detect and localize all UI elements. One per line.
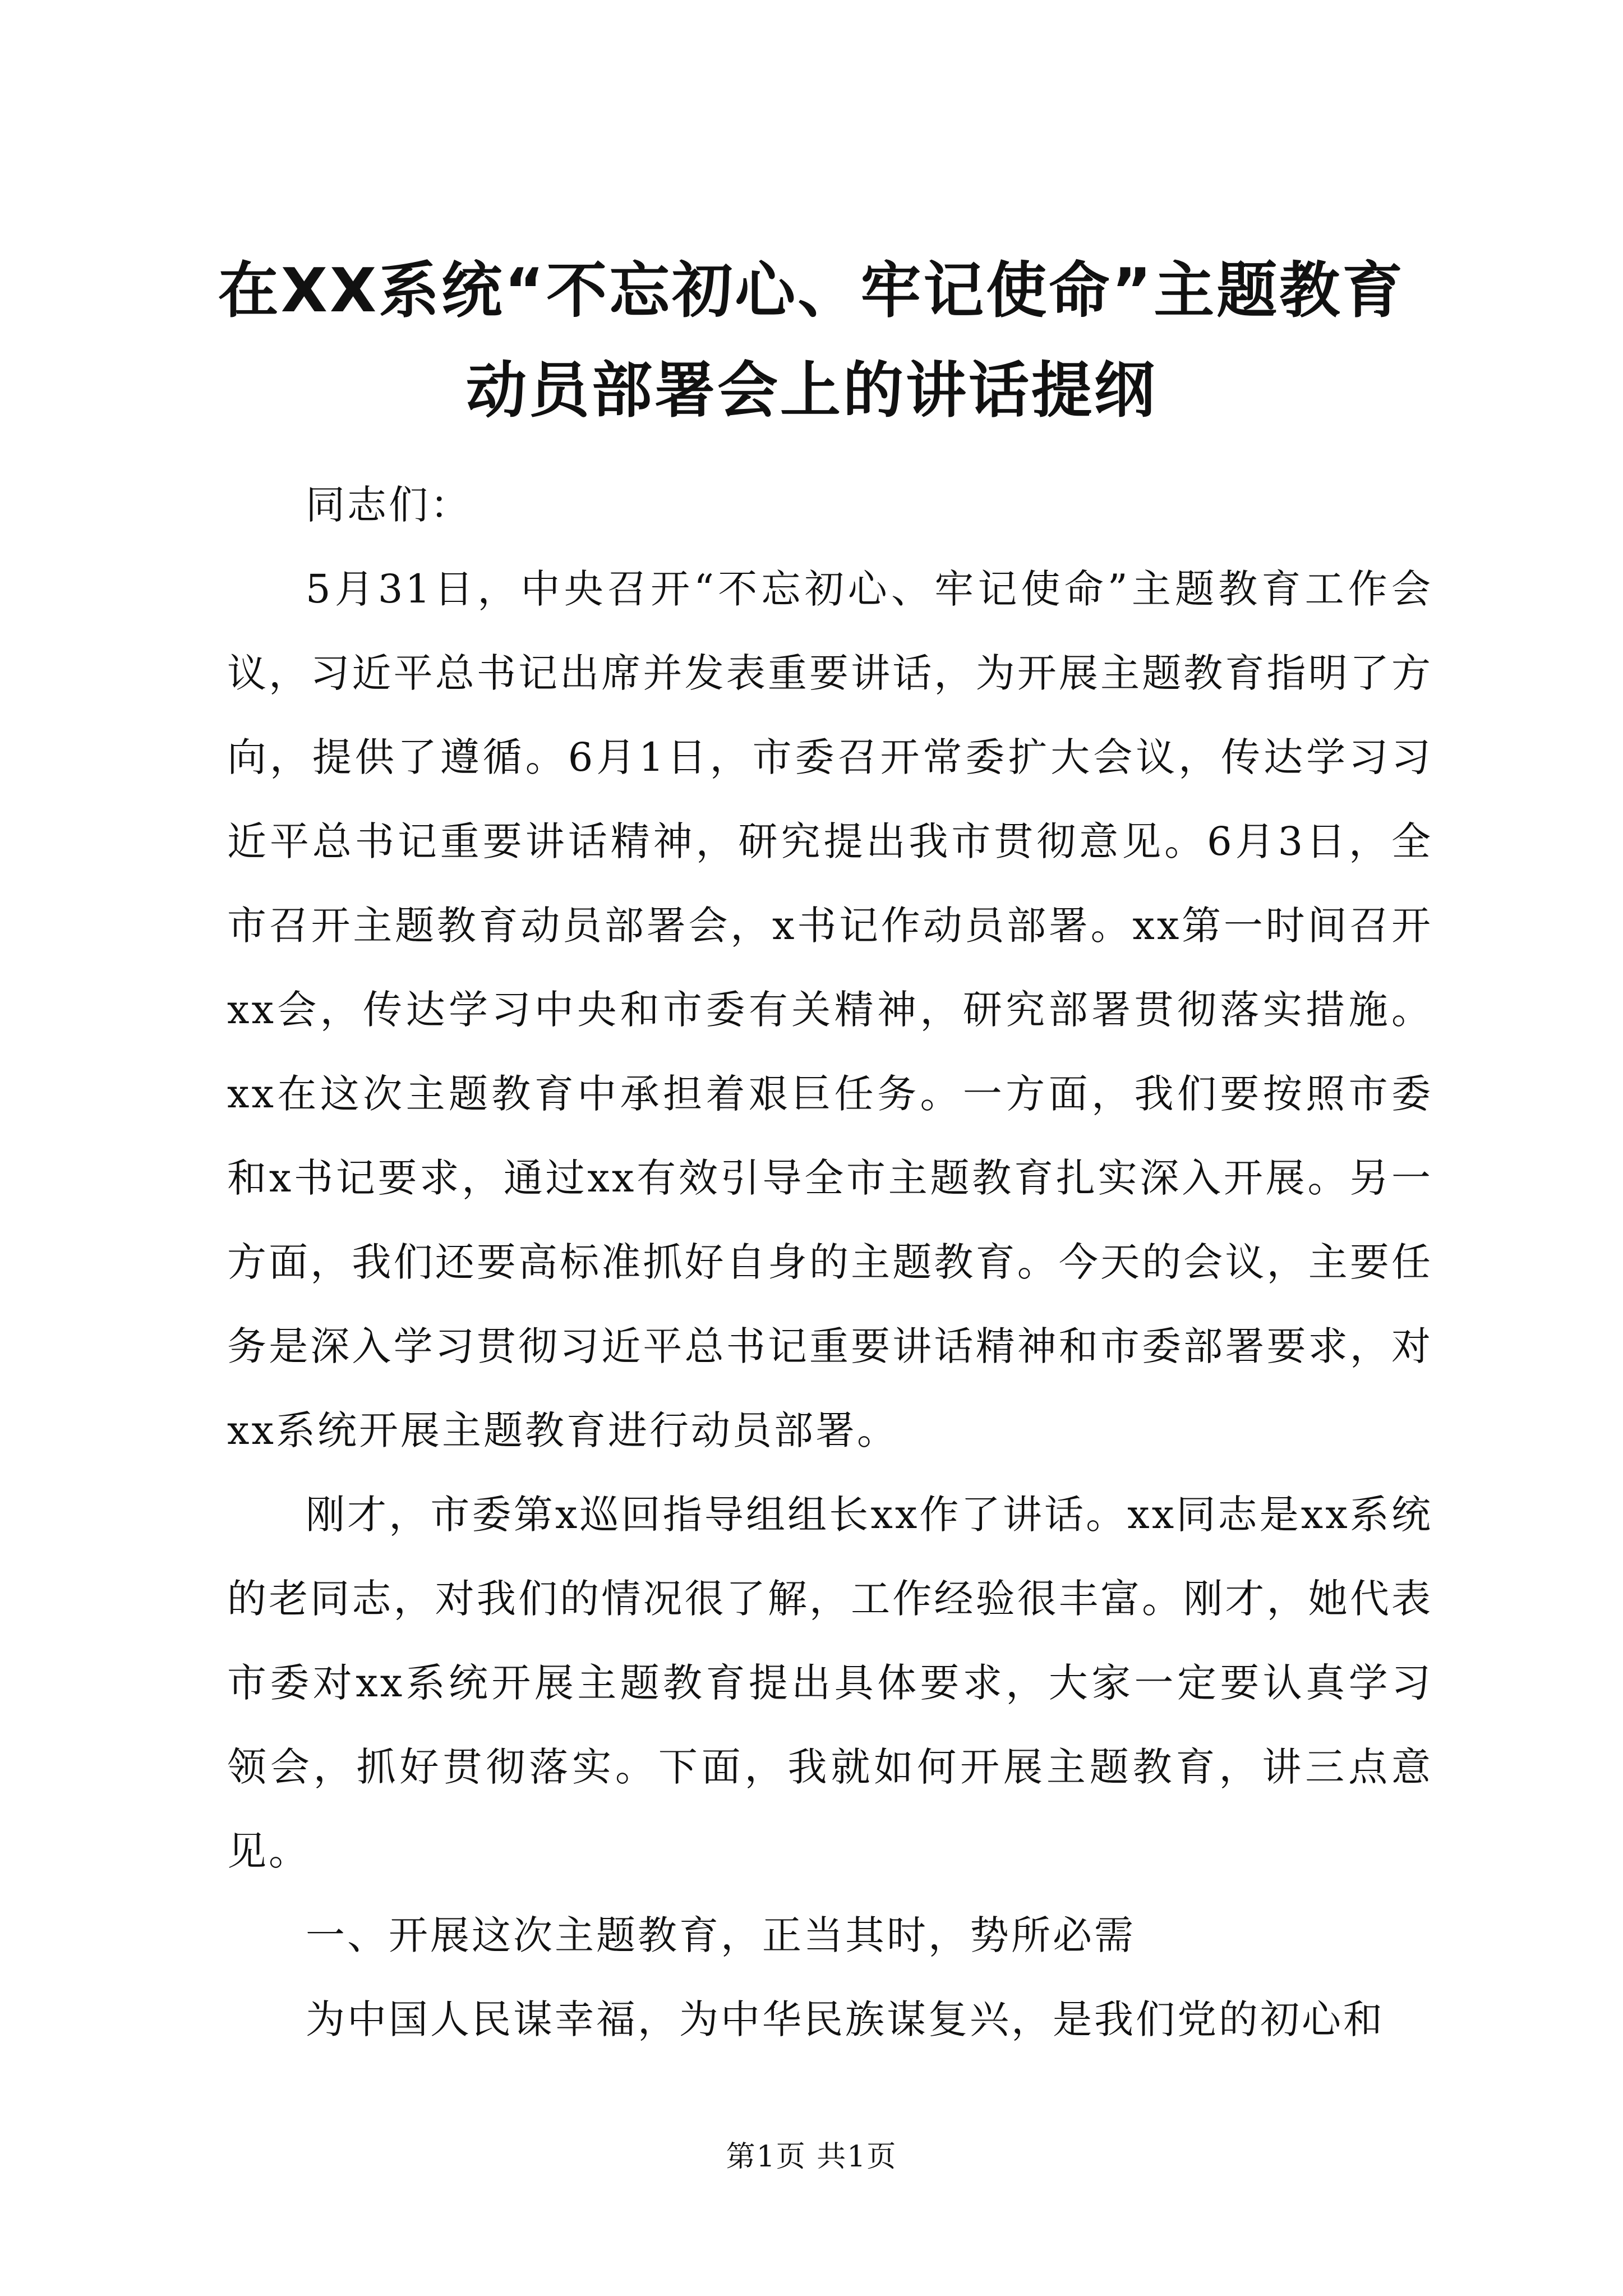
paragraph-2: 刚才，市委第x巡回指导组组长xx作了讲话。xx同志是xx系统的老同志，对我们的情况很了解，工作经验很丰富。刚才，她代表市委对xx系统开展主题教育提出具体要求，大家一定要认真学习领会，抓好贯彻落实。下面，我就如何开展主题教育，讲三点意见。 [227, 1492, 1433, 1874]
section-heading-1: 一、开展这次主题教育，正当其时，势所必需 [306, 1912, 1136, 1958]
document-title [168, 241, 1455, 441]
paragraph-3: 为中国人民谋幸福，为中华民族谋复兴，是我们党的初心和 [306, 1996, 1385, 2042]
greeting: 同志们： [306, 482, 472, 528]
document-title-line-1: 在XX系统“不忘初心、牢记使命”主题教育 [218, 256, 1405, 326]
page-footer: 第1页 共1页 [726, 2140, 897, 2174]
document-title-line-2: 动员部署会上的讲话提纲 [465, 356, 1157, 426]
paragraph-1: 5月31日，中央召开“不忘初心、牢记使命”主题教育工作会议，习近平总书记出席并发表重要讲话，为开展主题教育指明了方向，提供了遵循。6月1日，市委召开常委扩大会议，传达学习习近平总书记重要讲话精神，研究提出我市贯彻意见。6月3日，全市召开主题教育动员部署会，x书记作动员部署。xx第一时间召开xx会，传达学习中央和市委有关精神，研究部署贯彻落实措施。xx在这次主题教育中承担着艰巨任务。一方面，我们要按照市委和x书记要求，通过xx有效引导全市主题教育扎实深入开展。另一方面，我们还要高标准抓好自身的主题教育。今天的会议，主要任务是深入学习贯彻习近平总书记重要讲话精神和市委部署要求，对xx系统开展主题教育进行动员部署。 [227, 566, 1433, 1453]
document-body [227, 463, 1433, 2062]
